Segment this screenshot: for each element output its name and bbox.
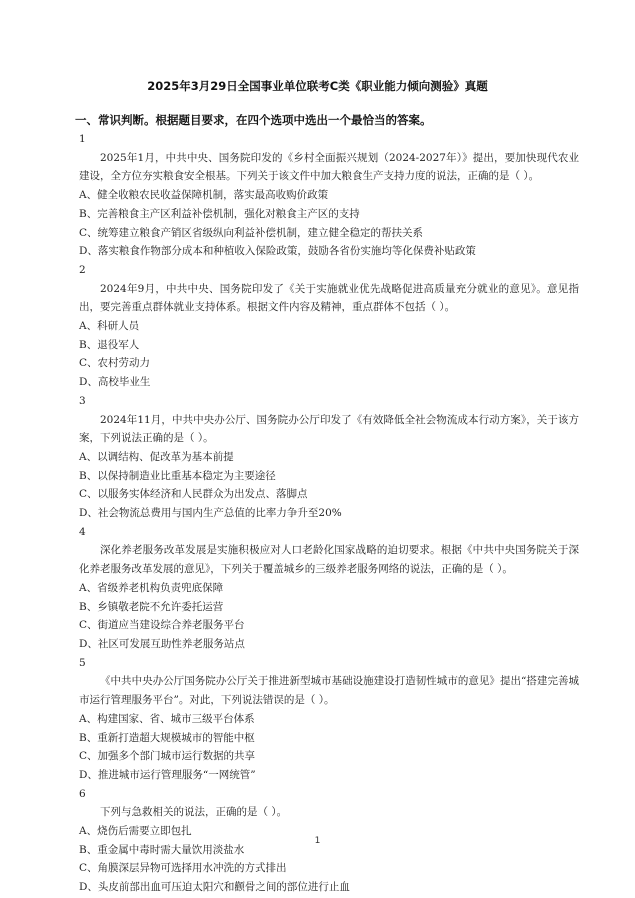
option-b: B、完善粮食主产区利益补偿机制，强化对粮食主产区的支持 [79,207,360,220]
question-number: 2 [79,263,86,276]
option-d: D、社区可发展互助性养老服务站点 [79,637,245,650]
question-list [79,130,579,897]
question-stem: 下列与急救相关的说法，正确的是（ ）。 [100,806,288,819]
option-a: A、构建国家、省、城市三级平台体系 [79,712,255,725]
option-a: A、烧伤后需要立即包扎 [79,825,192,838]
question-number: 4 [79,525,86,538]
question-stem: 深化养老服务改革发展是实施积极应对人口老龄化国家战略的迫切要求。根据《中共中央国务院关于深化养老服务改革发展的意见》，下列关于覆盖城乡的三级养老服务网络的说法，正确的是（ ）。 [79,544,579,576]
option-d: D、落实粮食作物部分成本和种植收入保险政策，鼓励各省份实施均等化保费补贴政策 [79,245,476,258]
option-a: A、健全收粮农民收益保障机制，落实最高收购价政策 [79,189,329,202]
option-c: C、角膜深层异物可选择用水冲洗的方式排出 [79,862,287,875]
question-5 [79,654,579,785]
question-number: 3 [79,394,86,407]
option-c: C、以服务实体经济和人民群众为出发点、落脚点 [79,488,308,501]
question-stem: 《中共中央办公厅国务院办公厅关于推进新型城市基础设施建设打造韧性城市的意见》提出“搭建完善城市运行管理服务平台”。对此，下列说法错误的是（ ）。 [79,675,579,707]
option-b: B、以保持制造业比重基本稳定为主要途径 [79,469,276,482]
option-c: C、农村劳动力 [79,357,151,370]
option-a: A、科研人员 [79,320,140,333]
question-number: 5 [79,656,86,669]
option-d: D、推进城市运行管理服务“一网统管” [79,768,256,781]
section-heading: 一、常识判断。根据题目要求，在四个选项中选出一个最恰当的答案。 [75,113,432,127]
question-4 [79,523,579,654]
page-number: 1 [314,836,321,846]
question-number: 1 [79,133,86,145]
option-d: D、社会物流总费用与国内生产总值的比率力争升至20% [79,507,342,520]
option-b: B、重金属中毒时需大量饮用淡盐水 [79,843,245,856]
question-stem: 2024年11月，中共中央办公厅、国务院办公厅印发了《有效降低全社会物流成本行动方案》，关于该方案，下列说法正确的是（ ）。 [79,413,579,445]
question-2 [79,261,579,392]
question-stem: 2024年9月，中共中央、国务院印发了《关于实施就业优先战略促进高质量充分就业的意见》。意见指出，要完善重点群体就业支持体系。根据文件内容及精神，重点群体不包括（ ）。 [79,282,579,314]
option-c: C、统筹建立粮食产销区省级纵向利益补偿机制，建立健全稳定的帮扶关系 [79,226,424,239]
option-b: B、退役军人 [79,338,140,351]
question-1 [79,130,579,261]
document-title: 2025年3月29日全国事业单位联考C类《职业能力倾向测验》真题 [147,79,488,93]
option-d: D、高校毕业生 [79,376,151,389]
question-3 [79,392,579,523]
option-a: A、以调结构、促改革为基本前提 [79,450,234,463]
question-stem: 2025年1月，中共中央、国务院印发的《乡村全面振兴规划（2024-2027年）》提出，要加快现代农业建设，全方位夯实粮食安全根基。下列关于该文件中加大粮食生产支持力度的说法，正确的是（ ）。 [79,151,579,183]
option-a: A、省级养老机构负责兜底保障 [79,581,224,594]
option-c: C、街道应当建设综合养老服务平台 [79,619,245,632]
option-b: B、乡镇敬老院不允许委托运营 [79,600,224,613]
option-b: B、重新打造超大规模城市的智能中枢 [79,731,255,744]
option-c: C、加强多个部门城市运行数据的共享 [79,750,256,763]
option-d: D、头皮前部出血可压迫太阳穴和颧骨之间的部位进行止血 [79,881,350,894]
question-number: 6 [79,787,86,800]
